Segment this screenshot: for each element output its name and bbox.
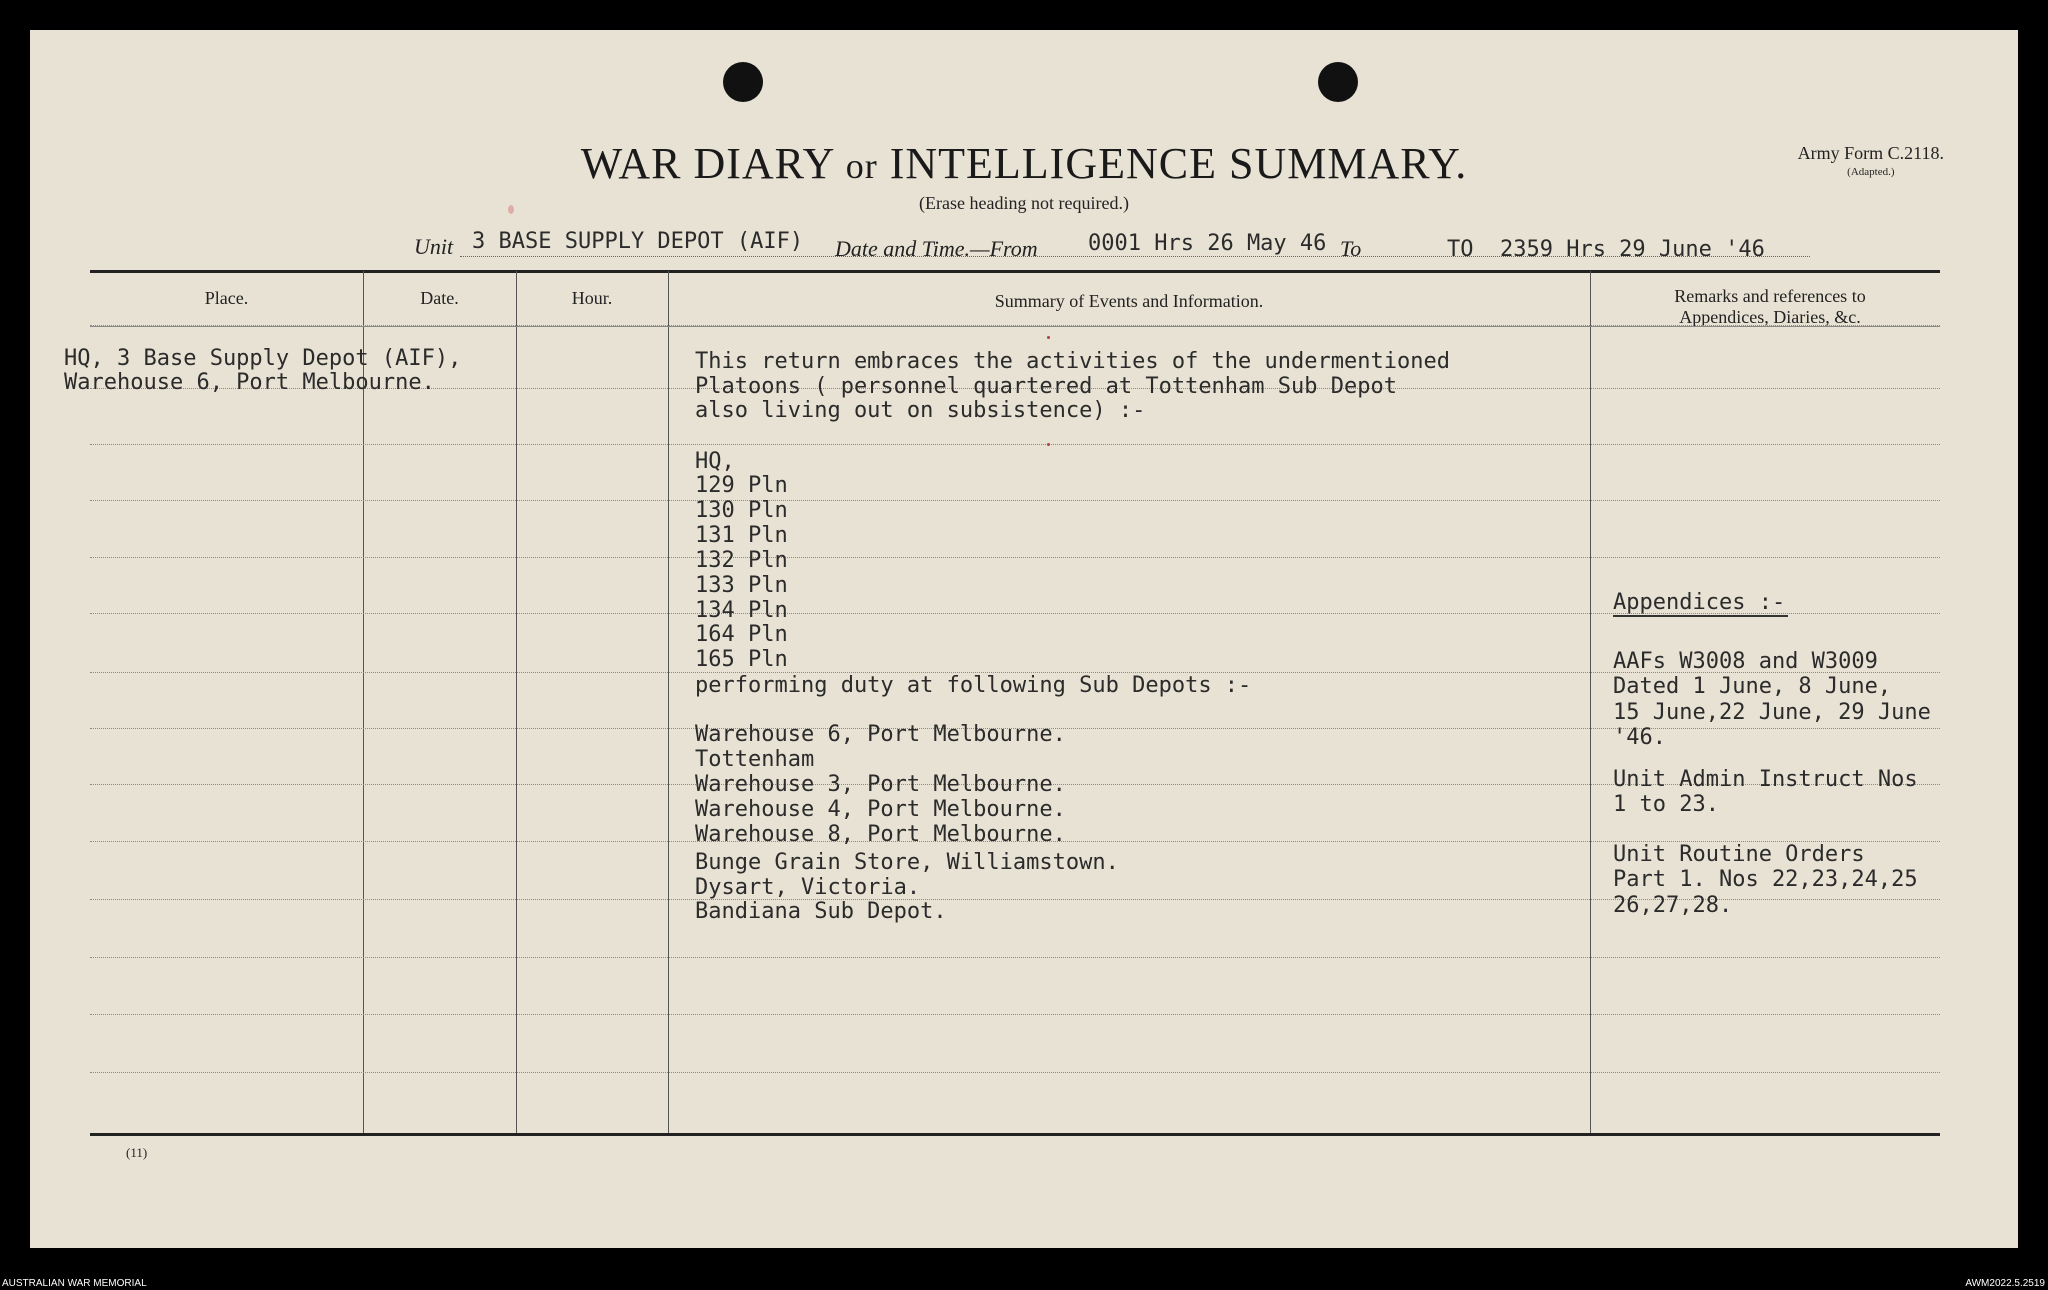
page-title: [0, 138, 2048, 189]
sub-depot-item: Dysart, Victoria.: [695, 875, 921, 900]
table-bottom-border: [90, 1133, 1940, 1136]
sub-depot-item: Bunge Grain Store, Williamstown.: [695, 850, 1119, 875]
sub-depot-item: Warehouse 4, Port Melbourne.: [695, 797, 1066, 822]
place-line-2: Warehouse 6, Port Melbourne.: [64, 370, 435, 395]
from-value: 0001 Hrs 26 May 46: [1088, 231, 1327, 256]
sub-depot-item: Tottenham: [695, 747, 815, 772]
platoon-item: 131 Pln: [695, 523, 788, 548]
row-rule: [90, 500, 1940, 501]
sub-depot-item: Warehouse 6, Port Melbourne.: [695, 722, 1066, 747]
header-hour: Hour.: [571, 288, 613, 308]
col-divider-3: [668, 271, 669, 1133]
title-or: or: [845, 146, 878, 186]
routine-line: Unit Routine Orders: [1613, 842, 1865, 867]
ink-dot: [1047, 336, 1050, 339]
platoon-item: 165 Pln: [695, 647, 788, 672]
platoon-item: 133 Pln: [695, 573, 788, 598]
punch-hole-right: [1318, 62, 1358, 102]
aafs-line: 15 June,22 June, 29 June: [1613, 700, 1931, 725]
title-war-diary: WAR DIARY: [580, 139, 834, 188]
routine-line: Part 1. Nos 22,23,24,25: [1613, 867, 1918, 892]
row-rule: [90, 557, 1940, 558]
sub-depot-item: Bandiana Sub Depot.: [695, 899, 947, 924]
platoon-item: 132 Pln: [695, 548, 788, 573]
platoon-item: 164 Pln: [695, 622, 788, 647]
caption-left: AUSTRALIAN WAR MEMORIAL: [2, 1278, 147, 1289]
appendices-underline: [1613, 615, 1788, 617]
row-rule: [90, 1072, 1940, 1073]
ink-dot: [1047, 443, 1050, 446]
form-adapted: (Adapted.): [1847, 166, 1895, 178]
unit-label: Unit: [414, 234, 454, 259]
platoon-item: 130 Pln: [695, 498, 788, 523]
summary-line-1: This return embraces the activities of the undermentioned: [695, 349, 1450, 374]
form-code: [1798, 143, 1944, 178]
row-rule: [90, 957, 1940, 958]
summary-line-2: Platoons ( personnel quartered at Tottenham Sub Depot: [695, 374, 1397, 399]
to-value: TO 2359 Hrs 29 June '46: [1447, 237, 1765, 262]
header-date: Date.: [420, 288, 459, 308]
sub-depot-item: Warehouse 8, Port Melbourne.: [695, 822, 1066, 847]
unit-underline: [460, 256, 1810, 257]
platoon-item: 129 Pln: [695, 473, 788, 498]
col-divider-4: [1590, 271, 1591, 1133]
platoon-item: 134 Pln: [695, 598, 788, 623]
aafs-line: Dated 1 June, 8 June,: [1613, 674, 1892, 699]
header-remarks: [1590, 286, 1950, 328]
sub-depot-item: Warehouse 3, Port Melbourne.: [695, 772, 1066, 797]
header-remarks-line-2: Appendices, Diaries, &c.: [1679, 307, 1861, 327]
row-rule: [90, 444, 1940, 445]
to-label: To: [1340, 236, 1362, 261]
subtitle: (Erase heading not required.): [919, 193, 1129, 213]
header-place: Place.: [204, 288, 249, 308]
admin-line: 1 to 23.: [1613, 792, 1719, 817]
title-intelligence-summary: INTELLIGENCE SUMMARY.: [889, 139, 1468, 188]
form-code-text: Army Form C.2118.: [1797, 143, 1944, 163]
duty-line: performing duty at following Sub Depots :-: [695, 673, 1252, 698]
unit-value: 3 BASE SUPPLY DEPOT (AIF): [472, 229, 804, 254]
col-divider-1: [363, 271, 364, 1133]
row-rule: [90, 1014, 1940, 1015]
aafs-line: AAFs W3008 and W3009: [1613, 649, 1878, 674]
appendices-heading: Appendices :-: [1613, 590, 1786, 615]
header-summary: Summary of Events and Information.: [994, 291, 1264, 311]
header-rule: [90, 326, 1940, 327]
punch-hole-left: [723, 62, 763, 102]
summary-line-3: also living out on subsistence) :-: [695, 398, 1146, 423]
routine-line: 26,27,28.: [1613, 893, 1733, 918]
header-remarks-line-1: Remarks and references to: [1674, 286, 1866, 306]
table-top-border: [90, 270, 1940, 273]
red-mark: [508, 205, 514, 214]
form-number: (11): [126, 1145, 148, 1160]
aafs-line: '46.: [1613, 725, 1666, 750]
caption-right: AWM2022.5.2519: [1965, 1278, 2045, 1289]
date-time-label: Date and Time.—From: [835, 236, 1038, 261]
place-line-1: HQ, 3 Base Supply Depot (AIF),: [64, 346, 462, 371]
col-divider-2: [516, 271, 517, 1133]
admin-line: Unit Admin Instruct Nos: [1613, 767, 1918, 792]
platoon-item: HQ,: [695, 449, 735, 474]
